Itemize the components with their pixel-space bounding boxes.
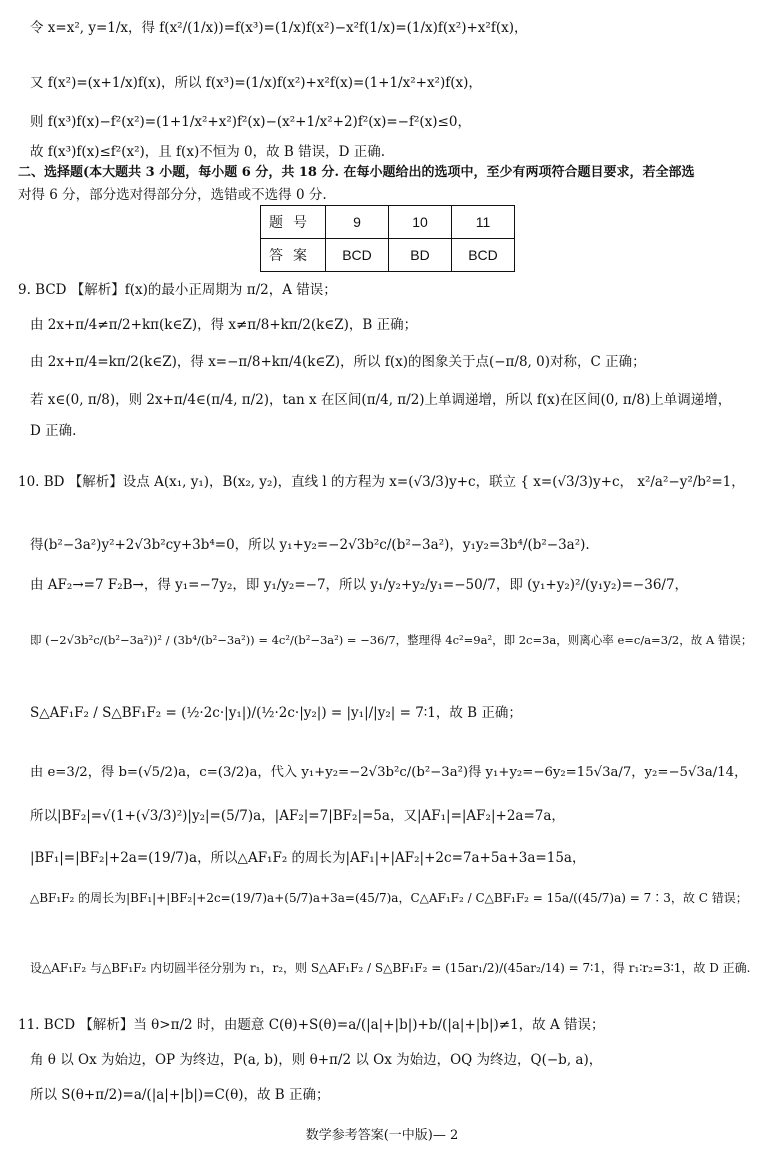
table-cell-answer: BCD xyxy=(326,239,389,272)
table-row-numbers xyxy=(261,206,515,239)
table-header-answer: 答案 xyxy=(261,239,326,272)
answer-table xyxy=(260,205,515,272)
q10-line-10: 设△AF₁F₂ 与△BF₁F₂ 内切圆半径分别为 r₁，r₂，则 S△AF₁F₂ / S△BF₁F₂ = (15ar₁/2)/(45ar₂/14) = 7∶1，得 r₁∶r₂=3∶1，故 D 正确. xyxy=(30,961,751,975)
table-cell-answer: BCD xyxy=(452,239,515,272)
q10-line-1: 10. BD 【解析】设点 A(x₁, y₁)，B(x₂, y₂)，直线 l 的方程为 x=(√3/3)y+c，联立 { x=(√3/3)y+c， x²/a²−y²/b²=1， xyxy=(18,474,745,490)
q11-line-1: 11. BCD 【解析】当 θ>π/2 时，由题意 C(θ)+S(θ)=a/(|a|+|b|)+b/(|a|+|b|)≠1，故 A 错误； xyxy=(18,1017,605,1033)
q9-line-1: 9. BCD 【解析】f(x)的最小正周期为 π/2，A 错误； xyxy=(18,282,337,298)
q10-line-7: 所以|BF₂|=√(1+(√3/3)²)|y₂|=(5/7)a，|AF₂|=7|BF₂|=5a，又|AF₁|=|AF₂|+2a=7a， xyxy=(30,808,565,824)
q9-line-5: D 正确. xyxy=(30,423,77,439)
q10-line-5: S△AF₁F₂ / S△BF₁F₂ = (½·2c·|y₁|)/(½·2c·|y₂|) = |y₁|/|y₂| = 7∶1，故 B 正确； xyxy=(30,705,522,721)
q11-line-2: 角 θ 以 Ox 为始边，OP 为终边，P(a, b)，则 θ+π/2 以 Ox 为始边，OQ 为终边，Q(−b, a)， xyxy=(30,1052,603,1068)
q9-line-4: 若 x∈(0, π/8)，则 2x+π/4∈(π/4, π/2)，tan x 在区间(π/4, π/2)上单调递增，所以 f(x)在区间(0, π/8)上单调递增， xyxy=(30,392,732,408)
line-4: 故 f(x³)f(x)≤f²(x²)，且 f(x)不恒为 0，故 B 错误，D 正确. xyxy=(30,144,385,160)
page-footer: 数学参考答案(一中版)— 2 xyxy=(305,1128,459,1143)
line-2: 又 f(x²)=(x+1/x)f(x)，所以 f(x³)=(1/x)f(x²)+x²f(x)=(1+1/x²+x²)f(x)， xyxy=(30,75,482,91)
table-cell-number: 11 xyxy=(452,206,515,239)
q10-line-2: 得(b²−3a²)y²+2√3b²cy+3b⁴=0，所以 y₁+y₂=−2√3b²c/(b²−3a²)，y₁y₂=3b⁴/(b²−3a²). xyxy=(30,537,590,553)
table-header-number: 题号 xyxy=(261,206,326,239)
table-cell-number: 10 xyxy=(389,206,452,239)
q10-line-3: 由 AF₂→=7 F₂B→，得 y₁=−7y₂，即 y₁/y₂=−7，所以 y₁/y₂+y₂/y₁=−50/7，即 (y₁+y₂)²/(y₁y₂)=−36/7， xyxy=(30,577,689,593)
q11-line-3: 所以 S(θ+π/2)=a/(|a|+|b|)=C(θ)，故 B 正确； xyxy=(30,1087,330,1103)
q10-line-6: 由 e=3/2，得 b=(√5/2)a，c=(3/2)a，代入 y₁+y₂=−2√3b²c/(b²−3a²)得 y₁+y₂=−6y₂=15√3a/7，y₂=−5√3a/14， xyxy=(30,765,748,780)
table-cell-number: 9 xyxy=(326,206,389,239)
line-6: 对得 6 分，部分选对得部分分，选错或不选得 0 分. xyxy=(18,187,327,203)
q10-line-4: 即 (−2√3b²c/(b²−3a²))² / (3b⁴/(b²−3a²)) = 4c²/(b²−3a²) = −36/7，整理得 4c²=9a²，即 2c=3a，则离心率 e=c/a=3/2，故 A 错误； xyxy=(30,633,753,647)
section-heading: 二、选择题(本大题共 3 小题，每小题 6 分，共 18 分. 在每小题给出的选项中，至少有两项符合题目要求，若全部选 xyxy=(18,165,695,180)
table-cell-answer: BD xyxy=(389,239,452,272)
line-3: 则 f(x³)f(x)−f²(x²)=(1+1/x²+x²)f²(x)−(x²+1/x²+2)f²(x)=−f²(x)≤0， xyxy=(30,114,471,130)
line-1: 令 x=x², y=1/x，得 f(x²/(1/x))=f(x³)=(1/x)f(x²)−x²f(1/x)=(1/x)f(x²)+x²f(x)， xyxy=(30,20,528,36)
q10-line-8: |BF₁|=|BF₂|+2a=(19/7)a，所以△AF₁F₂ 的周长为|AF₁|+|AF₂|+2c=7a+5a+3a=15a， xyxy=(30,850,586,866)
q9-line-2: 由 2x+π/4≠π/2+kπ(k∈Z)，得 x≠π/8+kπ/2(k∈Z)，B 正确； xyxy=(30,317,418,333)
table-row-answers xyxy=(261,239,515,272)
q10-line-9: △BF₁F₂ 的周长为|BF₁|+|BF₂|+2c=(19/7)a+(5/7)a+3a=(45/7)a，C△AF₁F₂ / C△BF₁F₂ = 15a/((45/7)a) = 7∶3，故 C 错误； xyxy=(30,891,748,905)
q9-line-3: 由 2x+π/4=kπ/2(k∈Z)，得 x=−π/8+kπ/4(k∈Z)，所以 f(x)的图象关于点(−π/8, 0)对称，C 正确； xyxy=(30,354,646,370)
